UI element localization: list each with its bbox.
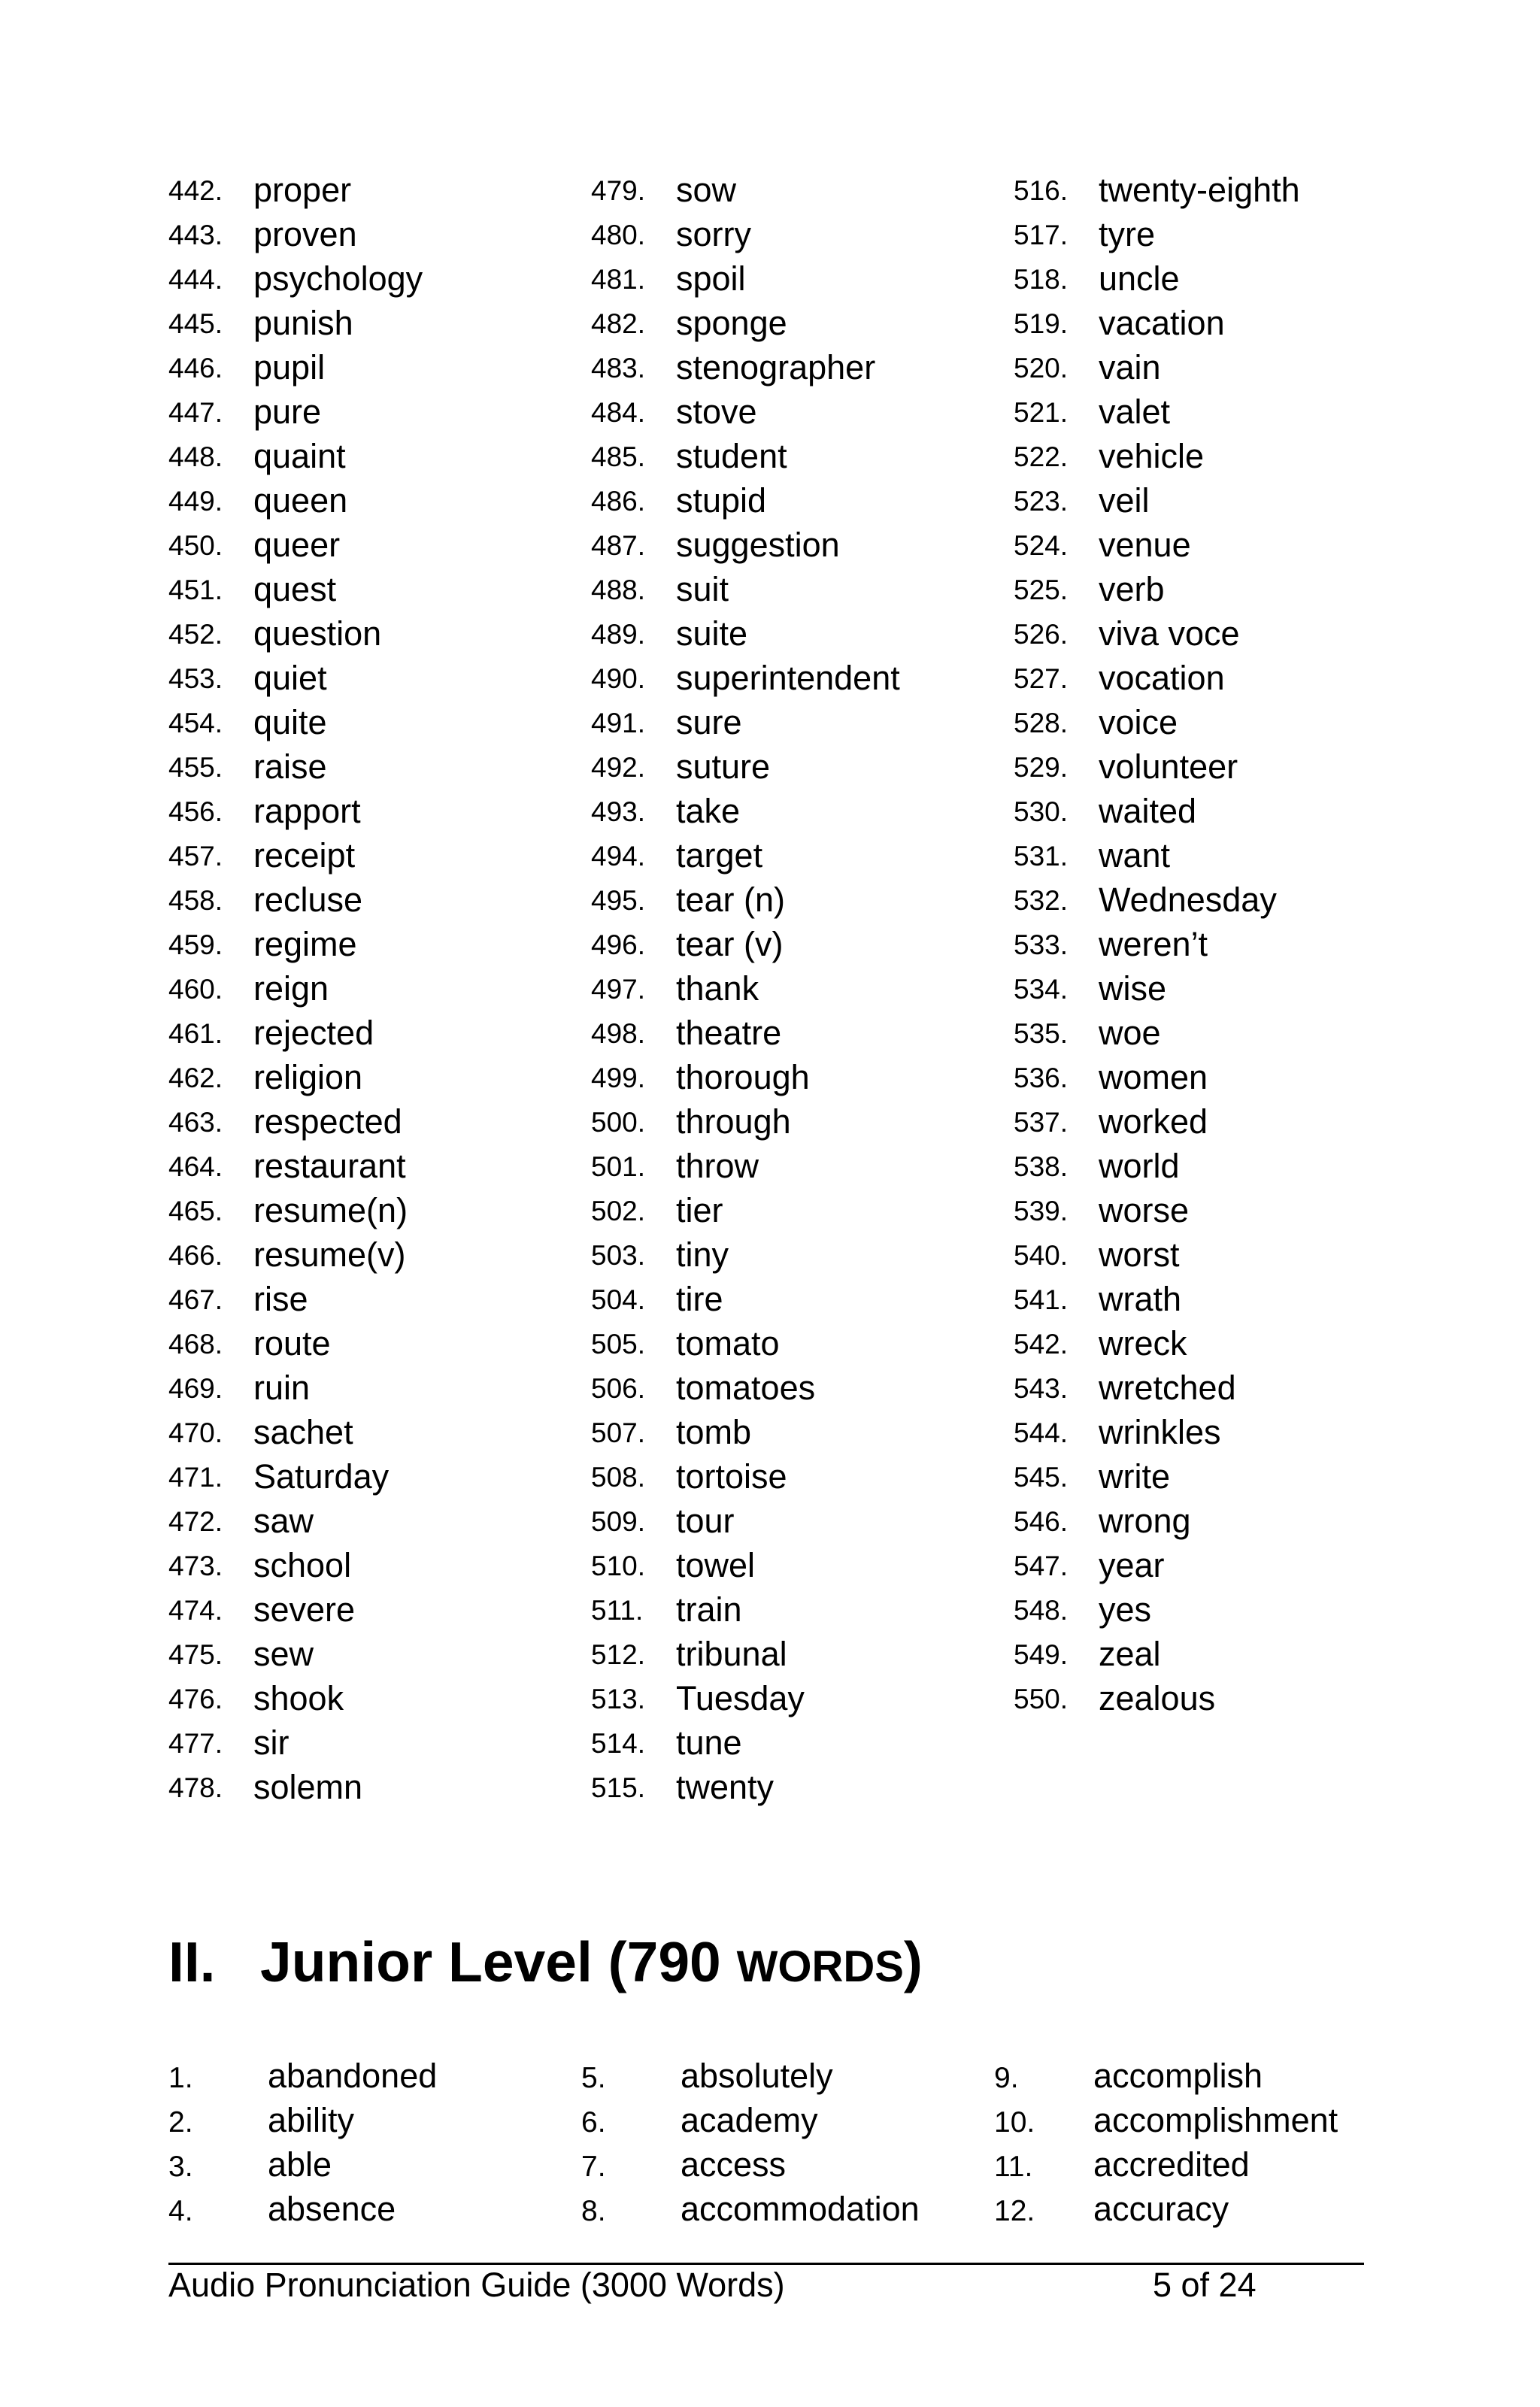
- item-number: 3.: [168, 2151, 193, 2183]
- item-word: reign: [253, 969, 329, 1008]
- item-word: wrong: [1099, 1502, 1191, 1540]
- item-number: 452.: [168, 619, 223, 650]
- item-number: 492.: [591, 752, 646, 783]
- item-word: veil: [1099, 481, 1150, 520]
- item-word: route: [253, 1324, 331, 1363]
- item-word: tomato: [676, 1324, 780, 1363]
- item-word: volunteer: [1099, 747, 1238, 786]
- section-heading: [168, 1930, 923, 1994]
- item-number: 504.: [591, 1284, 646, 1315]
- item-number: 456.: [168, 796, 223, 827]
- item-word: rapport: [253, 792, 361, 830]
- item-number: 470.: [168, 1417, 223, 1448]
- item-number: 513.: [591, 1684, 646, 1714]
- item-word: ability: [268, 2101, 355, 2139]
- footer-title: Audio Pronunciation Guide (3000 Words): [168, 2266, 785, 2304]
- section-title-smallcaps: WORDS: [736, 1942, 904, 1991]
- item-number: 522.: [1014, 441, 1069, 472]
- item-number: 469.: [168, 1373, 223, 1404]
- item-number: 479.: [591, 175, 646, 206]
- item-number: 547.: [1014, 1551, 1069, 1581]
- item-word: write: [1099, 1457, 1171, 1496]
- item-number: 550.: [1014, 1684, 1069, 1714]
- item-word: tear (n): [676, 881, 786, 919]
- item-number: 510.: [591, 1551, 646, 1581]
- item-number: 484.: [591, 397, 646, 428]
- item-word: tomatoes: [676, 1369, 816, 1407]
- item-word: worse: [1099, 1191, 1190, 1229]
- item-number: 478.: [168, 1772, 223, 1803]
- item-number: 446.: [168, 353, 223, 383]
- item-number: 471.: [168, 1462, 223, 1493]
- item-word: sorry: [676, 215, 751, 253]
- item-word: spoil: [676, 259, 746, 298]
- item-number: 11.: [994, 2151, 1033, 2183]
- item-word: quite: [253, 703, 327, 741]
- item-word: sure: [676, 703, 742, 741]
- item-number: 460.: [168, 974, 223, 1005]
- item-number: 480.: [591, 220, 646, 250]
- item-number: 525.: [1014, 574, 1069, 605]
- item-word: tomb: [676, 1413, 752, 1451]
- item-number: 524.: [1014, 530, 1069, 561]
- item-number: 535.: [1014, 1018, 1069, 1049]
- item-number: 10.: [994, 2106, 1035, 2139]
- item-number: 462.: [168, 1063, 223, 1093]
- item-word: throw: [676, 1147, 759, 1185]
- item-number: 542.: [1014, 1329, 1069, 1360]
- item-number: 445.: [168, 308, 223, 339]
- item-word: tier: [676, 1191, 723, 1229]
- item-number: 450.: [168, 530, 223, 561]
- item-number: 511.: [591, 1595, 644, 1626]
- item-number: 489.: [591, 619, 646, 650]
- item-number: 516.: [1014, 175, 1069, 206]
- item-word: tune: [676, 1723, 742, 1762]
- item-number: 538.: [1014, 1151, 1069, 1182]
- item-number: 498.: [591, 1018, 646, 1049]
- item-word: tiny: [676, 1235, 729, 1274]
- item-word: women: [1099, 1058, 1208, 1096]
- item-number: 536.: [1014, 1063, 1069, 1093]
- item-number: 6.: [581, 2106, 606, 2139]
- item-word: accomplishment: [1093, 2101, 1338, 2139]
- item-word: resume(v): [253, 1235, 406, 1274]
- item-number: 523.: [1014, 486, 1069, 517]
- item-number: 503.: [591, 1240, 646, 1271]
- item-word: psychology: [253, 259, 423, 298]
- item-word: Saturday: [253, 1457, 390, 1496]
- item-number: 458.: [168, 885, 223, 916]
- item-word: stove: [676, 393, 757, 431]
- item-word: wrinkles: [1099, 1413, 1221, 1451]
- item-word: tyre: [1099, 215, 1156, 253]
- item-number: 534.: [1014, 974, 1069, 1005]
- item-number: 531.: [1014, 841, 1069, 872]
- item-word: twenty-eighth: [1099, 171, 1300, 209]
- item-number: 506.: [591, 1373, 646, 1404]
- item-word: able: [268, 2145, 332, 2184]
- item-word: question: [253, 614, 382, 653]
- item-word: queen: [253, 481, 348, 520]
- item-number: 451.: [168, 574, 223, 605]
- item-word: wise: [1099, 969, 1167, 1008]
- item-word: respected: [253, 1102, 402, 1141]
- item-number: 1.: [168, 2062, 193, 2094]
- item-word: sir: [253, 1723, 290, 1762]
- item-number: 477.: [168, 1728, 223, 1759]
- item-word: year: [1099, 1546, 1165, 1584]
- item-number: 464.: [168, 1151, 223, 1182]
- item-word: zeal: [1099, 1635, 1161, 1673]
- item-number: 546.: [1014, 1506, 1069, 1537]
- item-word: theatre: [676, 1014, 782, 1052]
- item-word: sew: [253, 1635, 314, 1673]
- item-number: 537.: [1014, 1107, 1069, 1138]
- item-word: twenty: [676, 1768, 775, 1806]
- item-word: through: [676, 1102, 791, 1141]
- item-word: thank: [676, 969, 759, 1008]
- item-word: rise: [253, 1280, 308, 1318]
- item-number: 457.: [168, 841, 223, 872]
- item-word: receipt: [253, 836, 356, 875]
- item-number: 463.: [168, 1107, 223, 1138]
- item-number: 443.: [168, 220, 223, 250]
- item-number: 549.: [1014, 1639, 1069, 1670]
- item-number: 514.: [591, 1728, 646, 1759]
- item-word: voice: [1099, 703, 1178, 741]
- item-number: 448.: [168, 441, 223, 472]
- item-number: 495.: [591, 885, 646, 916]
- item-word: quaint: [253, 437, 346, 475]
- item-number: 499.: [591, 1063, 646, 1093]
- item-word: absence: [268, 2190, 396, 2228]
- item-number: 521.: [1014, 397, 1069, 428]
- item-word: tour: [676, 1502, 735, 1540]
- item-word: saw: [253, 1502, 314, 1540]
- item-number: 487.: [591, 530, 646, 561]
- item-word: raise: [253, 747, 327, 786]
- item-word: target: [676, 836, 763, 875]
- item-word: solemn: [253, 1768, 363, 1806]
- item-word: suit: [676, 570, 729, 608]
- item-word: student: [676, 437, 787, 475]
- item-word: tortoise: [676, 1457, 787, 1496]
- item-word: Wednesday: [1099, 881, 1277, 919]
- footer-divider: [168, 2263, 1364, 2265]
- item-word: accommodation: [681, 2190, 920, 2228]
- item-word: quest: [253, 570, 337, 608]
- item-word: zealous: [1099, 1679, 1216, 1717]
- item-number: 515.: [591, 1772, 646, 1803]
- item-word: absolutely: [681, 2057, 833, 2095]
- item-word: sponge: [676, 304, 787, 342]
- item-word: sow: [676, 171, 737, 209]
- item-number: 473.: [168, 1551, 223, 1581]
- item-number: 548.: [1014, 1595, 1069, 1626]
- item-number: 472.: [168, 1506, 223, 1537]
- item-word: vain: [1099, 348, 1161, 387]
- item-word: severe: [253, 1590, 356, 1629]
- item-word: tribunal: [676, 1635, 787, 1673]
- item-number: 488.: [591, 574, 646, 605]
- item-word: Tuesday: [676, 1679, 805, 1717]
- item-number: 517.: [1014, 220, 1069, 250]
- item-number: 7.: [581, 2151, 606, 2183]
- item-word: abandoned: [268, 2057, 438, 2095]
- item-number: 2.: [168, 2106, 193, 2139]
- item-word: stenographer: [676, 348, 876, 387]
- item-word: recluse: [253, 881, 363, 919]
- item-number: 541.: [1014, 1284, 1069, 1315]
- item-number: 481.: [591, 264, 646, 295]
- item-word: school: [253, 1546, 352, 1584]
- item-word: verb: [1099, 570, 1165, 608]
- item-number: 468.: [168, 1329, 223, 1360]
- item-word: waited: [1099, 792, 1197, 830]
- item-number: 465.: [168, 1196, 223, 1226]
- item-number: 512.: [591, 1639, 646, 1670]
- item-word: accomplish: [1093, 2057, 1263, 2095]
- item-word: quiet: [253, 659, 327, 697]
- item-number: 485.: [591, 441, 646, 472]
- page-number: 5 of 24: [1153, 2266, 1257, 2304]
- item-number: 494.: [591, 841, 646, 872]
- item-number: 475.: [168, 1639, 223, 1670]
- item-word: wretched: [1099, 1369, 1236, 1407]
- item-number: 455.: [168, 752, 223, 783]
- item-word: academy: [681, 2101, 818, 2139]
- item-word: pupil: [253, 348, 326, 387]
- section-number: II.: [168, 1930, 216, 1993]
- item-number: 482.: [591, 308, 646, 339]
- item-number: 447.: [168, 397, 223, 428]
- item-word: viva voce: [1099, 614, 1240, 653]
- item-number: 518.: [1014, 264, 1069, 295]
- item-word: yes: [1099, 1590, 1152, 1629]
- item-word: proper: [253, 171, 352, 209]
- item-number: 533.: [1014, 929, 1069, 960]
- item-number: 519.: [1014, 308, 1069, 339]
- item-number: 442.: [168, 175, 223, 206]
- section-title: Junior Level (790: [260, 1930, 737, 1993]
- item-number: 12.: [994, 2195, 1035, 2227]
- item-word: punish: [253, 304, 353, 342]
- item-word: resume(n): [253, 1191, 408, 1229]
- item-number: 491.: [591, 708, 646, 738]
- item-word: suture: [676, 747, 771, 786]
- item-number: 483.: [591, 353, 646, 383]
- item-word: pure: [253, 393, 322, 431]
- item-word: queer: [253, 526, 341, 564]
- item-number: 528.: [1014, 708, 1069, 738]
- item-number: 508.: [591, 1462, 646, 1493]
- item-word: worked: [1099, 1102, 1208, 1141]
- item-word: train: [676, 1590, 742, 1629]
- item-number: 501.: [591, 1151, 646, 1182]
- item-number: 544.: [1014, 1417, 1069, 1448]
- item-word: ruin: [253, 1369, 311, 1407]
- item-number: 520.: [1014, 353, 1069, 383]
- item-word: suggestion: [676, 526, 840, 564]
- item-number: 461.: [168, 1018, 223, 1049]
- item-number: 476.: [168, 1684, 223, 1714]
- item-word: weren’t: [1099, 925, 1208, 963]
- item-number: 540.: [1014, 1240, 1069, 1271]
- item-word: tire: [676, 1280, 723, 1318]
- item-word: tear (v): [676, 925, 784, 963]
- item-word: wreck: [1099, 1324, 1187, 1363]
- item-number: 539.: [1014, 1196, 1069, 1226]
- item-word: superintendent: [676, 659, 900, 697]
- item-word: wrath: [1099, 1280, 1182, 1318]
- item-number: 493.: [591, 796, 646, 827]
- item-word: worst: [1099, 1235, 1180, 1274]
- item-number: 459.: [168, 929, 223, 960]
- item-number: 453.: [168, 663, 223, 694]
- item-word: valet: [1099, 393, 1171, 431]
- item-word: vocation: [1099, 659, 1225, 697]
- item-word: accredited: [1093, 2145, 1250, 2184]
- item-word: access: [681, 2145, 787, 2184]
- item-word: vacation: [1099, 304, 1225, 342]
- item-number: 545.: [1014, 1462, 1069, 1493]
- item-word: venue: [1099, 526, 1191, 564]
- item-number: 497.: [591, 974, 646, 1005]
- item-word: regime: [253, 925, 357, 963]
- item-word: take: [676, 792, 741, 830]
- item-number: 507.: [591, 1417, 646, 1448]
- item-number: 529.: [1014, 752, 1069, 783]
- item-number: 530.: [1014, 796, 1069, 827]
- item-number: 449.: [168, 486, 223, 517]
- item-word: uncle: [1099, 259, 1180, 298]
- item-number: 509.: [591, 1506, 646, 1537]
- item-number: 532.: [1014, 885, 1069, 916]
- item-number: 8.: [581, 2195, 606, 2227]
- item-number: 502.: [591, 1196, 646, 1226]
- item-word: accuracy: [1093, 2190, 1229, 2228]
- item-word: world: [1099, 1147, 1180, 1185]
- item-number: 526.: [1014, 619, 1069, 650]
- item-word: suite: [676, 614, 748, 653]
- item-word: thorough: [676, 1058, 810, 1096]
- item-word: rejected: [253, 1014, 374, 1052]
- item-word: sachet: [253, 1413, 353, 1451]
- item-number: 467.: [168, 1284, 223, 1315]
- item-word: shook: [253, 1679, 344, 1717]
- item-word: towel: [676, 1546, 756, 1584]
- item-number: 9.: [994, 2062, 1019, 2094]
- item-word: woe: [1099, 1014, 1161, 1052]
- item-number: 4.: [168, 2195, 193, 2227]
- item-number: 444.: [168, 264, 223, 295]
- item-word: stupid: [676, 481, 767, 520]
- item-number: 474.: [168, 1595, 223, 1626]
- item-number: 527.: [1014, 663, 1069, 694]
- item-number: 543.: [1014, 1373, 1069, 1404]
- item-word: vehicle: [1099, 437, 1205, 475]
- item-number: 500.: [591, 1107, 646, 1138]
- item-number: 505.: [591, 1329, 646, 1360]
- item-number: 490.: [591, 663, 646, 694]
- item-word: proven: [253, 215, 357, 253]
- section-title-close: ): [903, 1930, 923, 1993]
- item-number: 496.: [591, 929, 646, 960]
- item-number: 486.: [591, 486, 646, 517]
- item-word: want: [1099, 836, 1171, 875]
- item-number: 466.: [168, 1240, 223, 1271]
- item-word: restaurant: [253, 1147, 406, 1185]
- item-number: 5.: [581, 2062, 606, 2094]
- item-word: religion: [253, 1058, 363, 1096]
- item-number: 454.: [168, 708, 223, 738]
